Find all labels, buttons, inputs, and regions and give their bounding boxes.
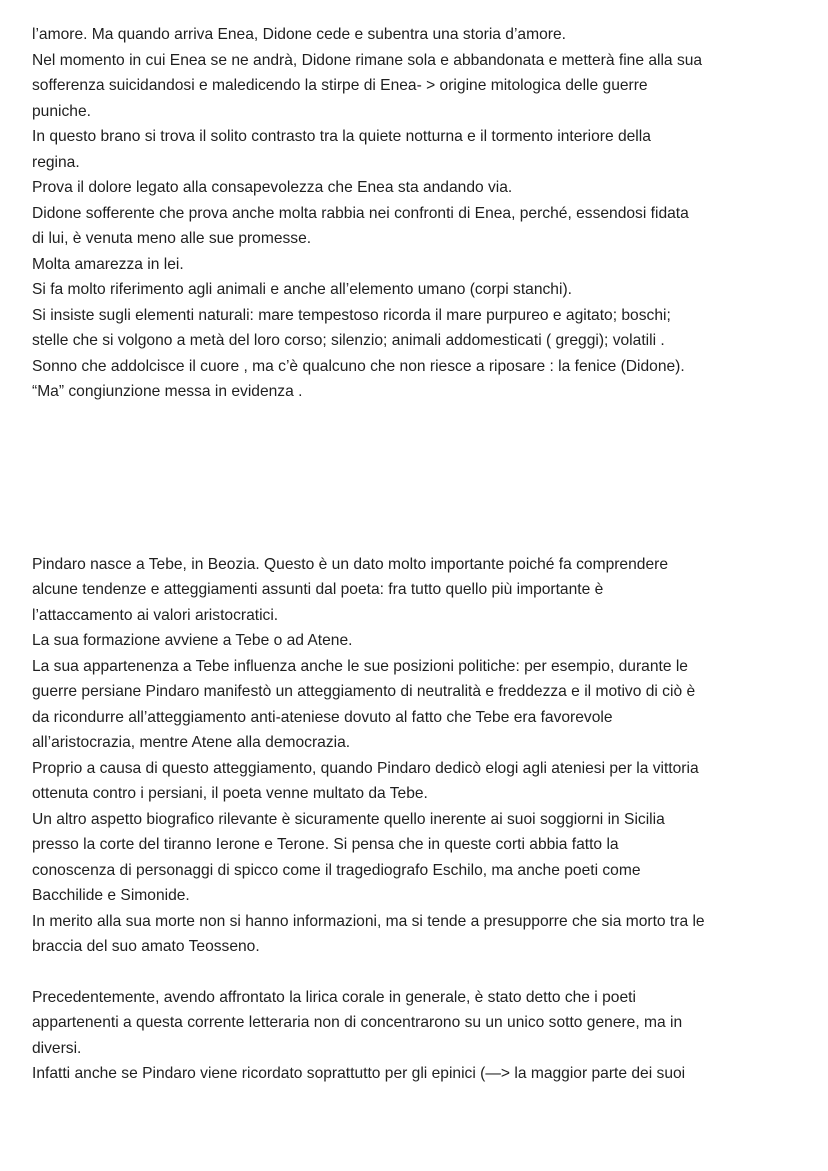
text-line: Si insiste sugli elementi naturali: mare tempestoso ricorda il mare purpureo e agitato; boschi; [32,306,671,324]
text-line: l’attaccamento ai valori aristocratici. [32,606,279,624]
document-page [32,22,802,1087]
text-line: “Ma” congiunzione messa in evidenza . [32,383,303,400]
text-line: Didone sofferente che prova anche molta rabbia nei confronti di Enea, perché, essendosi fidata [32,204,689,222]
text-line: Un altro aspetto biografico rilevante è sicuramente quello inerente ai suoi soggiorni in Sicilia [32,810,665,828]
text-line: presso la corte del tiranno Ierone e Terone. Si pensa che in queste corti abbia fatto la [32,836,619,853]
text-line: l’amore. Ma quando arriva Enea, Didone cede e subentra una storia d’amore. [32,26,566,43]
paragraph-lirica-corale [32,985,802,1087]
paragraph-didone [32,22,802,405]
text-line: appartenenti a questa corrente letteraria non di concentrarono su un unico sotto genere, ma in [32,1014,683,1031]
text-line: Proprio a causa di questo atteggiamento, quando Pindaro dedicò elogi agli ateniesi per la vittoria [32,759,699,777]
text-line: diversi. [32,1039,82,1057]
text-line: La sua appartenenza a Tebe influenza anche le sue posizioni politiche: per esempio, durante le [32,657,688,675]
text-line: Sonno che addolcisce il cuore , ma c’è qualcuno che non riesce a riposare : la fenice (Didone). [32,357,685,375]
text-line: puniche. [32,102,91,120]
text-line: regina. [32,153,80,171]
text-line: Precedentemente, avendo affrontato la lirica corale in generale, è stato detto che i poeti [32,988,636,1006]
text-line: Infatti anche se Pindaro viene ricordato soprattutto per gli epinici (—> la maggior parte dei suoi [32,1065,686,1082]
text-line: braccia del suo amato Teosseno. [32,938,260,955]
text-line: conoscenza di personaggi di spicco come il tragediografo Eschilo, ma anche poeti come [32,861,641,879]
text-line: Pindaro nasce a Tebe, in Beozia. Questo è un dato molto importante poiché fa comprendere [32,555,668,573]
text-line: In merito alla sua morte non si hanno informazioni, ma si tende a presupporre che sia morto tra le [32,912,705,930]
blank-space [32,960,802,985]
text-line: In questo brano si trova il solito contrasto tra la quiete notturna e il tormento interiore della [32,128,651,145]
text-line: Prova il dolore legato alla consapevolezza che Enea sta andando via. [32,179,513,196]
paragraph-pindaro-biografia [32,552,802,960]
text-line: stelle che si volgono a metà del loro corso; silenzio; animali addomesticati ( greggi); volatili . [32,332,665,349]
text-line: Nel momento in cui Enea se ne andrà, Didone rimane sola e abbandonata e metterà fine alla sua [32,51,703,69]
text-line: Bacchilide e Simonide. [32,887,190,904]
text-line: ottenuta contro i persiani, il poeta venne multato da Tebe. [32,785,428,802]
text-line: di lui, è venuta meno alle sue promesse. [32,230,312,247]
text-line: sofferenza suicidandosi e maledicendo la stirpe di Enea- > origine mitologica delle guerre [32,77,648,94]
blank-space [32,405,802,552]
text-line: Molta amarezza in lei. [32,255,184,273]
text-line: Si fa molto riferimento agli animali e anche all’elemento umano (corpi stanchi). [32,281,572,298]
text-line: all’aristocrazia, mentre Atene alla democrazia. [32,734,351,751]
text-line: La sua formazione avviene a Tebe o ad Atene. [32,632,353,649]
text-line: da ricondurre all’atteggiamento anti-ateniese dovuto al fatto che Tebe era favorevole [32,708,613,726]
text-line: alcune tendenze e atteggiamenti assunti dal poeta: fra tutto quello più importante è [32,581,604,598]
text-line: guerre persiane Pindaro manifestò un atteggiamento di neutralità e freddezza e il motivo di ciò è [32,683,696,700]
